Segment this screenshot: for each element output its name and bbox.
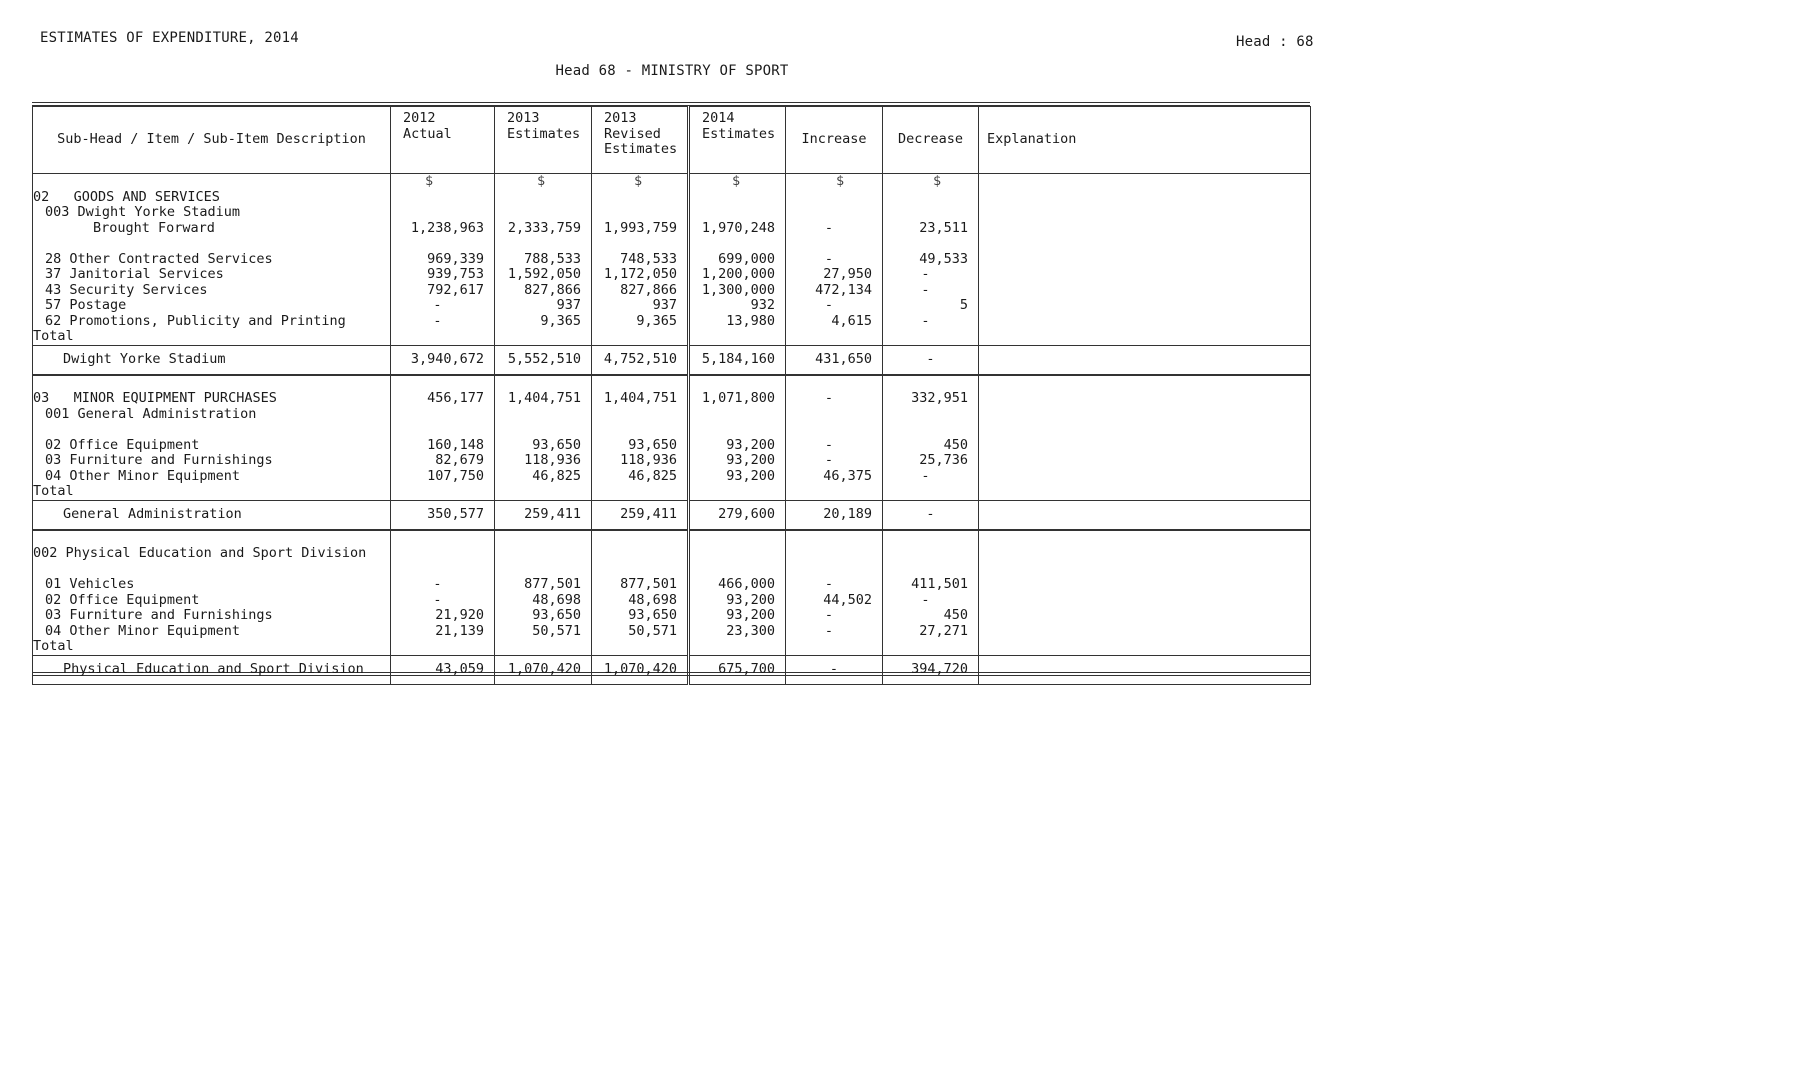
col-decrease (883, 174, 979, 346)
value-cell: - (921, 467, 930, 484)
total-value: - (883, 500, 979, 530)
item-label: 04 Other Minor Equipment (45, 467, 241, 484)
total-value: 1,070,420 (495, 655, 592, 684)
total-label: Dwight Yorke Stadium (63, 350, 226, 367)
expenditure-table-frame (32, 102, 1310, 676)
value-cell: 450 (943, 436, 968, 453)
value-cell: - (921, 312, 930, 329)
total-label-cell (33, 655, 391, 684)
value-cell: - (824, 622, 834, 639)
section-heading: 02 GOODS AND SERVICES (33, 188, 220, 205)
value-cell: - (433, 576, 442, 592)
subhead-label: 002 Physical Education and Sport Division (33, 545, 367, 561)
value-cell: 456,177 (427, 390, 484, 406)
value-cell: 48,698 (628, 591, 677, 608)
value-cell: 27,950 (823, 266, 872, 282)
value-cell: 877,501 (620, 576, 677, 592)
value-cell: 82,679 (435, 452, 484, 468)
header-year: 2014 (702, 110, 735, 126)
header-year: 2013 (604, 110, 637, 126)
value-cell: - (433, 312, 442, 329)
value-cell: 93,200 (726, 607, 775, 623)
item-label: 03 Furniture and Furnishings (45, 607, 273, 623)
value-cell: - (921, 591, 930, 608)
value-cell: 27,271 (919, 622, 968, 639)
value-cell: 13,980 (726, 312, 775, 329)
increase-header (786, 107, 883, 174)
col-2014 (689, 375, 786, 501)
col-2013-revised (592, 174, 689, 346)
currency-symbol: $ (836, 173, 845, 189)
value-cell: 93,200 (726, 436, 775, 453)
total-value: 4,752,510 (592, 345, 689, 375)
revised-2013-header (592, 107, 689, 174)
value-cell: 46,825 (532, 467, 581, 484)
value-cell: 50,571 (532, 622, 581, 639)
value-cell: - (433, 591, 442, 608)
value-cell: 160,148 (427, 436, 484, 453)
value-cell: 699,000 (718, 250, 775, 267)
decrease-header-text: Decrease (897, 131, 964, 148)
explanation-cell (979, 345, 1311, 375)
col-2012 (391, 174, 495, 346)
value-cell: 1,404,751 (507, 390, 581, 406)
value-cell: 50,571 (628, 622, 677, 639)
item-label: 43 Security Services (45, 281, 208, 298)
value-cell: 937 (652, 297, 677, 313)
total-value: 394,720 (883, 655, 979, 684)
value-cell: 827,866 (524, 281, 581, 298)
currency-symbol: $ (537, 173, 546, 189)
value-cell: 23,511 (919, 219, 968, 236)
total-row (33, 345, 1311, 375)
value-cell: - (433, 297, 442, 313)
value-cell: 1,172,050 (603, 266, 677, 282)
total-value: 350,577 (391, 500, 495, 530)
total-value: 279,600 (689, 500, 786, 530)
description-column-header (33, 107, 391, 174)
currency-symbol: $ (933, 173, 942, 189)
value-cell: 877,501 (524, 576, 581, 592)
value-cell: 932 (750, 297, 775, 313)
value-cell: 466,000 (718, 576, 775, 592)
value-cell: 21,139 (435, 622, 484, 639)
col-2013 (495, 375, 592, 501)
subhead-label: 003 Dwight Yorke Stadium (45, 204, 241, 220)
section-heading: 03 MINOR EQUIPMENT PURCHASES (33, 390, 277, 406)
increase-header-text: Increase (801, 131, 867, 148)
total-label: General Administration (63, 505, 242, 522)
value-cell: - (824, 250, 834, 267)
value-cell: 937 (556, 297, 581, 313)
value-cell: - (824, 297, 834, 313)
total-word: Total (33, 328, 74, 344)
total-value: - (786, 655, 883, 684)
col-decrease (883, 375, 979, 501)
col-2013-revised (592, 375, 689, 501)
value-cell: 46,825 (628, 467, 677, 484)
col-2013-revised (592, 530, 689, 656)
section-minor-equipment (33, 375, 1311, 501)
total-value: 20,189 (786, 500, 883, 530)
value-cell: - (824, 452, 834, 468)
value-cell: 46,375 (823, 467, 872, 484)
col-2013 (495, 530, 592, 656)
description-cell (33, 375, 391, 501)
value-cell: - (824, 607, 834, 623)
value-cell: 2,333,759 (507, 219, 581, 236)
total-value: - (883, 345, 979, 375)
value-cell: 93,650 (532, 436, 581, 453)
total-row (33, 500, 1311, 530)
total-value: 43,059 (391, 655, 495, 684)
value-cell: 48,698 (532, 591, 581, 608)
item-label: 03 Furniture and Furnishings (45, 452, 273, 468)
value-cell: 1,993,759 (603, 219, 677, 236)
decrease-header (883, 107, 979, 174)
header-year: 2013 (507, 110, 540, 126)
total-value: 431,650 (786, 345, 883, 375)
total-value: 3,940,672 (391, 345, 495, 375)
value-cell: 107,750 (427, 467, 484, 484)
item-label: 28 Other Contracted Services (45, 250, 273, 267)
explanation-cell (979, 500, 1311, 530)
explanation-header-text: Explanation (987, 131, 1077, 148)
value-cell: 788,533 (524, 250, 581, 267)
explanation-cell (979, 174, 1311, 346)
value-cell: - (921, 266, 930, 282)
description-cell (33, 530, 391, 656)
value-cell: 1,970,248 (701, 219, 775, 236)
item-label: 62 Promotions, Publicity and Printing (45, 312, 346, 329)
section-physical-education (33, 530, 1311, 656)
value-cell: 748,533 (620, 250, 677, 267)
value-cell: 118,936 (524, 452, 581, 468)
table-header-row (33, 107, 1311, 174)
value-cell: 1,404,751 (603, 390, 677, 406)
estimates-2013-header (495, 107, 592, 174)
explanation-cell (979, 530, 1311, 656)
currency-symbol: $ (634, 173, 643, 189)
value-cell: - (824, 390, 834, 406)
header-label: Estimates (702, 125, 776, 142)
currency-symbol: $ (425, 173, 434, 189)
value-cell: 792,617 (427, 281, 484, 298)
total-word: Total (33, 483, 74, 499)
value-cell: 827,866 (620, 281, 677, 298)
value-cell: 49,533 (919, 250, 968, 267)
total-row (33, 655, 1311, 684)
value-cell: 1,200,000 (701, 266, 775, 282)
value-cell: 332,951 (911, 390, 968, 406)
value-cell: 939,753 (427, 266, 484, 282)
total-label-cell (33, 345, 391, 375)
header-label: Estimates (507, 125, 581, 142)
value-cell: 9,365 (540, 312, 581, 329)
col-2012 (391, 375, 495, 501)
value-cell: 93,200 (726, 452, 775, 468)
actual-2012-header (391, 107, 495, 174)
value-cell: 1,071,800 (701, 390, 775, 406)
total-label-cell (33, 500, 391, 530)
value-cell: 23,300 (726, 622, 775, 639)
brought-forward-label: Brought Forward (93, 219, 215, 236)
value-cell: 969,339 (427, 250, 484, 267)
value-cell: 472,134 (815, 281, 872, 298)
col-2014 (689, 174, 786, 346)
document-title: ESTIMATES OF EXPENDITURE, 2014 (40, 30, 299, 46)
value-cell: 450 (943, 607, 968, 623)
total-value: 1,070,420 (592, 655, 689, 684)
item-label: 57 Postage (45, 297, 127, 313)
value-cell: 21,920 (435, 607, 484, 623)
value-cell: 1,300,000 (701, 281, 775, 298)
header-label: Estimates (604, 141, 678, 157)
value-cell: 93,650 (532, 607, 581, 623)
header-label: Actual (403, 125, 452, 142)
ministry-title: Head 68 - MINISTRY OF SPORT (555, 63, 789, 79)
col-2013 (495, 174, 592, 346)
value-cell: 9,365 (636, 312, 677, 329)
header-year: 2012 (403, 110, 436, 126)
item-label: 04 Other Minor Equipment (45, 622, 241, 639)
item-label: 02 Office Equipment (45, 436, 200, 453)
value-cell: 93,200 (726, 467, 775, 484)
col-2014 (689, 530, 786, 656)
col-increase (786, 375, 883, 501)
col-2012 (391, 530, 495, 656)
explanation-header (979, 107, 1311, 174)
total-value: 5,184,160 (689, 345, 786, 375)
value-cell: - (824, 219, 834, 236)
value-cell: 93,650 (628, 607, 677, 623)
value-cell: 5 (959, 297, 968, 313)
explanation-cell (979, 375, 1311, 501)
currency-symbol: $ (732, 173, 741, 189)
value-cell: 93,650 (628, 436, 677, 453)
expenditure-table (32, 106, 1311, 685)
col-increase (786, 530, 883, 656)
col-increase (786, 174, 883, 346)
total-word: Total (33, 638, 74, 654)
item-label: 02 Office Equipment (45, 591, 200, 608)
value-cell: - (921, 281, 930, 298)
total-label: Physical Education and Sport Division (63, 660, 364, 677)
value-cell: 1,238,963 (410, 219, 484, 236)
value-cell: - (824, 576, 834, 592)
value-cell: 4,615 (831, 312, 872, 329)
value-cell: 1,592,050 (507, 266, 581, 282)
subhead-label: 001 General Administration (45, 405, 257, 422)
value-cell: - (824, 436, 834, 453)
explanation-cell (979, 655, 1311, 684)
col-decrease (883, 530, 979, 656)
description-cell (33, 174, 391, 346)
total-value: 675,700 (689, 655, 786, 684)
section-goods-services (33, 174, 1311, 346)
item-label: 37 Janitorial Services (45, 266, 224, 282)
value-cell: 44,502 (823, 591, 872, 608)
value-cell: 411,501 (911, 576, 968, 592)
head-reference: Head : 68 (1236, 34, 1314, 50)
total-value: 259,411 (495, 500, 592, 530)
total-value: 259,411 (592, 500, 689, 530)
value-cell: 25,736 (919, 452, 968, 468)
value-cell: 118,936 (620, 452, 677, 468)
item-label: 01 Vehicles (45, 576, 135, 592)
estimates-2014-header (689, 107, 786, 174)
description-header-text: Sub-Head / Item / Sub-Item Description (57, 131, 366, 148)
total-value: 5,552,510 (495, 345, 592, 375)
value-cell: 93,200 (726, 591, 775, 608)
header-label: Revised (604, 125, 661, 142)
